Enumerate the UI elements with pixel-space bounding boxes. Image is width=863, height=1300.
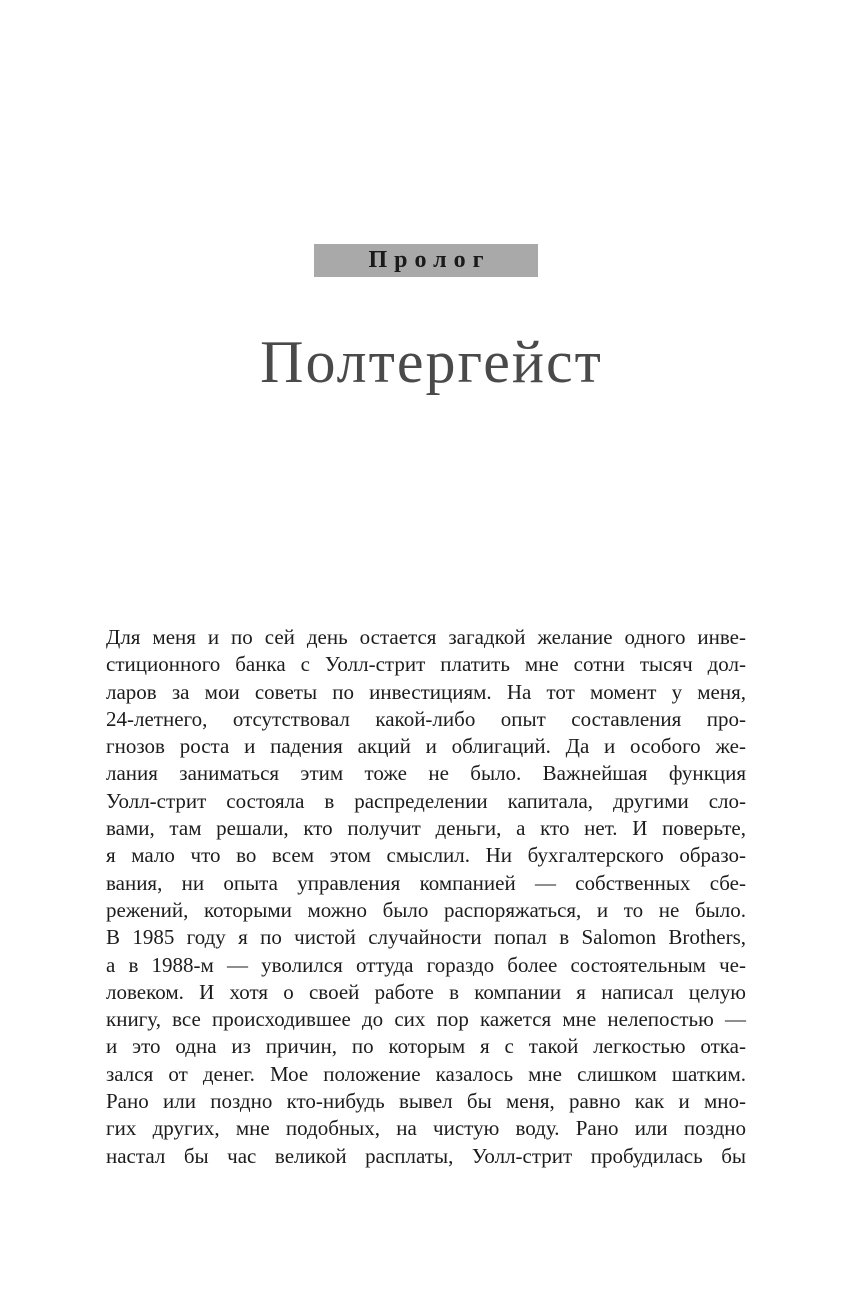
text-line: гнозов роста и падения акций и облигаций. Да и особого же- [106, 734, 746, 759]
prologue-label: Пролог [314, 244, 538, 277]
text-line: стиционного банка с Уолл-стрит платить мне сотни тысяч дол- [106, 652, 746, 677]
text-line: ларов за мои советы по инвестициям. На тот момент у меня, [106, 679, 746, 704]
text-line: Рано или поздно кто-нибудь вывел бы меня, равно как и мно- [106, 1089, 746, 1114]
text-line: В 1985 году я по чистой случайности попал в Salomon Brothers, [106, 925, 746, 950]
text-line: настал бы час великой расплаты, Уолл-стрит пробудилась бы [106, 1143, 746, 1168]
text-line: а в 1988-м — уволился оттуда гораздо более состоятельным че- [106, 952, 746, 977]
text-line: Для меня и по сей день остается загадкой желание одного инве- [106, 625, 746, 649]
text-line: Уолл-стрит состояла в распределении капитала, другими сло- [106, 788, 746, 813]
chapter-title: Полтергейст [260, 329, 603, 395]
text-line: режений, которыми можно было распоряжаться, и то не было. [106, 897, 746, 922]
body-text [106, 624, 746, 1170]
text-line: лания заниматься этим тоже не было. Важнейшая функция [106, 761, 746, 786]
text-line: гих других, мне подобных, на чистую воду. Рано или поздно [106, 1116, 746, 1141]
text-line: зался от денег. Мое положение казалось мне слишком шатким. [106, 1061, 746, 1086]
text-line: я мало что во всем этом смыслил. Ни бухгалтерского образо- [106, 843, 746, 868]
text-line: ловеком. И хотя о своей работе в компании я написал целую [106, 979, 746, 1004]
text-line: книгу, все происходившее до сих пор кажется мне нелепостью — [106, 1007, 746, 1032]
text-line: вами, там решали, кто получит деньги, а кто нет. И поверьте, [106, 816, 746, 841]
text-line: и это одна из причин, по которым я с такой легкостью отка- [106, 1034, 746, 1059]
text-line: вания, ни опыта управления компанией — собственных сбе- [106, 870, 746, 895]
text-line: 24-летнего, отсутствовал какой-либо опыт составления про- [106, 706, 746, 731]
